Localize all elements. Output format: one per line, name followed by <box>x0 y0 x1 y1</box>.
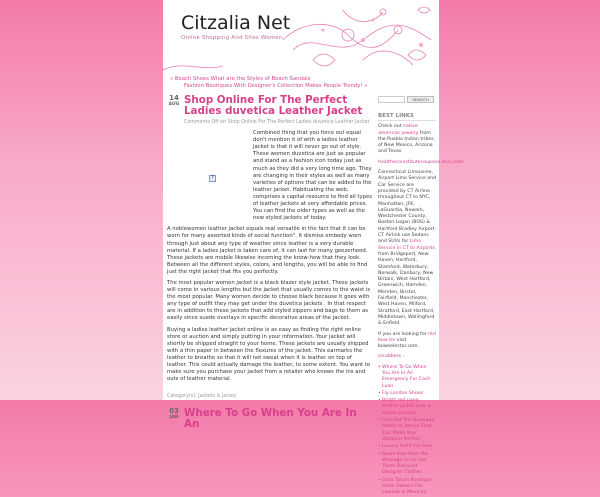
broken-image-icon: ? <box>209 175 216 182</box>
post-date-2 <box>167 408 181 430</box>
best-link-3 <box>378 170 436 327</box>
limo-service-link[interactable]: Limo Service in CT to Airports <box>378 239 435 251</box>
recent-post-item[interactable]: • Fly London Shoes <box>378 391 436 397</box>
main-content <box>167 76 372 431</box>
comments-link[interactable]: Comments Off on Shop Online For The Perfect Ladies duvetica Leather Jacket <box>184 120 370 125</box>
best-link-4 <box>378 332 436 351</box>
bowtie-text-post: visit bowselector.com. <box>378 337 419 350</box>
native-jewelry-link[interactable]: native american jewelry <box>378 124 419 136</box>
post-day-2: 03 <box>169 407 179 416</box>
post-title-2[interactable]: Where To Go When You Are In An <box>184 407 357 431</box>
post-navigation <box>170 76 372 90</box>
limo-text-post: from Bridgeport, New Haven, Hartford, Stamford, Waterbury, Norwalk, Danbury, New Britain, West Hartford, Greenwich, Hamden, Meriden, Bristol, Fairfield, Manchester, West Haven, Milford, Stratford, East Hartford, Middletown, Wallingford & Enfield. <box>378 251 435 327</box>
post-paragraph-3: The most popular women jacket is a black blazer style jacket. These jackets will come in various lengths but the jacket that usually comes to the waist is the most popular. Many women decide to choose black because it goes with any type of outfit they may get under the duvetica jackets . In that respect are in addition to these jackets that add styled zippers and bags to them as easily since suede overlays in specific decorative areas of the jacket. <box>167 279 371 322</box>
site-title[interactable]: Citzalia Net <box>181 12 291 34</box>
post-day: 14 <box>169 94 179 102</box>
post-title[interactable]: Shop Online For The Perfect Ladies duvetica Leather Jacket <box>184 94 363 117</box>
best-link-1-text: Check out <box>378 124 404 130</box>
search-input[interactable] <box>378 96 405 103</box>
recent-post-item[interactable]: • Find Out The Boutique Hotels In Venice That Can Make Your Vacation Perfect <box>378 418 436 443</box>
recent-post-item[interactable]: • Luxury Yacht For Sale <box>378 444 436 450</box>
post-paragraph-4: Buying a ladies leather jacket online is as easy as finding the right online store or auction and simply putting in your information. Your jacket will shortly be shipped straight to your home. These jackets are usually shipped with a thin paper in between the flexures of the jacket. This earmarks the leather to breathe so that it will not sweat when it is leather on top of leather. This could actually damage the leather, to some extent. You want to make sure you purchase your jacket from a retailer who knows the ins and outs of leather material. <box>167 326 371 383</box>
bowtie-text: If you are looking for <box>378 331 429 337</box>
site-header <box>163 0 439 76</box>
limo-text: Connecticut Limousine, Airport Limo Service and Car Service are provided by CT Airline throughout CT to NYC, Manhattan, JFK, LaGuardia, Newark, Westchester County, Boston Logan (BOS) & Hartford Bradley Airport. CT Airlink use Sedans and SUVs for <box>378 170 437 245</box>
recent-posts-list <box>378 365 436 497</box>
post-image <box>167 130 247 225</box>
post-entry <box>167 95 372 400</box>
post-date <box>167 95 181 130</box>
post-paragraph-1: Combined thing that you force out equal don't mention it of with a ladies leather jacket is that it will never go out of style. These women duvetica are just as popular and stand as a fashion icon today just as much as they did a very long time ago. They are changing in their styles as well as many varieties of options that can be added to the leather jacket. Habituating the web, comprises a capital resource to find all types of leather jackets at very affordable prices. You can find the older types as well as the new styled jackets of today. <box>253 130 372 222</box>
recent-post-item[interactable]: • Ochs Tulum Boutique Hotel Owners File Lawsuit in Mexican <box>378 478 436 497</box>
search-form <box>378 96 436 103</box>
health-coupon-link[interactable]: healthecoinstitutecoupons.mvu.com <box>378 159 464 165</box>
post-category[interactable]: Category(s): Jackets & Jersey <box>167 394 237 400</box>
post-month: AUG <box>168 102 180 107</box>
site-description: Online Shopping And Sites Women <box>181 35 283 41</box>
best-link-1 <box>378 124 436 155</box>
search-button[interactable]: SEARCH <box>407 96 434 103</box>
bowtie-link[interactable]: ntd bow tie <box>378 331 436 343</box>
previous-post-link[interactable]: « Beach Shoes What are the Styles of Beach Sandals <box>170 76 311 82</box>
recent-post-item[interactable]: • Where To Go When You Are In An Emergency For Cash Loan <box>378 365 436 390</box>
best-link-1-text-post: from the Pueblo Indian tribes of New Mexico, Arizona and Texas <box>378 130 434 155</box>
post-entry-2 <box>167 408 372 430</box>
recent-post-item[interactable]: • Bright red pave leather jacket over a winter passion <box>378 398 436 417</box>
next-post-link[interactable]: Fashion Boutiques With Designer's Collection Makes People Trendy! » <box>184 83 368 89</box>
post-month-2: JAN <box>169 415 179 421</box>
sidebar <box>378 76 464 496</box>
post-paragraph-2: A noblewomen leather jacket equals real versatile in the fact that it can be worn for many assorted kinds of social function". It dismiss embody worn through just about any type of weather since leather is a very durable material. If a ladies jacket is taken care of, it can last for many geezerhood. These jackets are mobile likewise incoming the know-how that they look. Between all the different styles, colors, and lengths, you will be able to find just the right jacket that fits you perfectly. <box>167 226 368 275</box>
scrubbers-link[interactable]: scrubbers - <box>378 354 405 360</box>
recent-post-item[interactable]: • Spare Kids from the Wineage Crisis Get Them Discount Designer Clothes <box>378 452 436 477</box>
best-links-heading: BEST LINKS <box>378 113 436 121</box>
